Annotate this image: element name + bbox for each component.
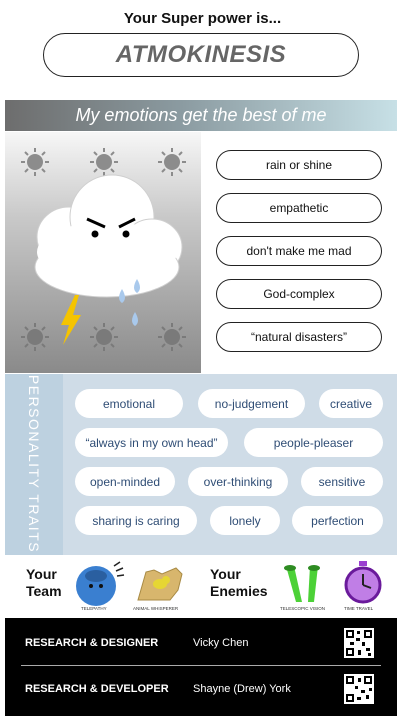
personality-sidebar [5, 374, 63, 555]
trait-chip: emotional [75, 389, 183, 418]
enemies-label: Your Enemies [210, 566, 268, 599]
animal-whisperer-icon [132, 560, 188, 606]
enemy-name: TIME TRAVEL [344, 606, 374, 611]
trait-pill: “natural disasters” [216, 322, 382, 352]
trait-chip: open-minded [75, 467, 175, 496]
banner: My emotions get the best of me [5, 100, 397, 131]
personality-label: PERSONALITY TRAITS [26, 374, 42, 554]
team-member-name: TELEPATHY [81, 606, 107, 611]
weather-illustration [5, 132, 201, 373]
credit-name: Vicky Chen [193, 637, 249, 649]
trait-pill: rain or shine [216, 150, 382, 180]
telepathy-icon [70, 560, 126, 608]
enemy-name: TELESCOPIC VISION [280, 606, 326, 611]
trait-chip: lonely [210, 506, 280, 535]
angry-cloud-icon [17, 167, 187, 347]
trait-chip: “always in my own head” [75, 428, 228, 457]
team-label: Your Team [26, 566, 62, 599]
team-member-name: ANIMAL WHISPERER [133, 606, 179, 611]
trait-chip: no-judgement [198, 389, 305, 418]
superpower-name: ATMOKINESIS [43, 33, 359, 77]
credit-name: Shayne (Drew) York [193, 683, 291, 695]
trait-chip: over-thinking [188, 467, 288, 496]
trait-pill: don't make me mad [216, 236, 382, 266]
credit-role: RESEARCH & DESIGNER [25, 637, 159, 649]
qr-code-icon [344, 674, 374, 704]
trait-chip: perfection [292, 506, 383, 535]
telescopic-vision-icon [280, 564, 330, 604]
traits-list [216, 150, 382, 365]
qr-code-icon [344, 628, 374, 658]
header-title: Your Super power is... [123, 10, 282, 27]
credit-role: RESEARCH & DEVELOPER [25, 683, 169, 695]
personality-section [5, 374, 397, 555]
trait-pill: empathetic [216, 193, 382, 223]
trait-pill: God-complex [216, 279, 382, 309]
trait-chip: creative [319, 389, 383, 418]
credits-footer [5, 618, 397, 716]
team-enemies-row [0, 556, 405, 618]
trait-chip: sharing is caring [75, 506, 197, 535]
time-travel-icon [340, 560, 386, 606]
trait-chip: sensitive [301, 467, 383, 496]
footer-divider [21, 665, 381, 666]
trait-chip: people-pleaser [244, 428, 383, 457]
